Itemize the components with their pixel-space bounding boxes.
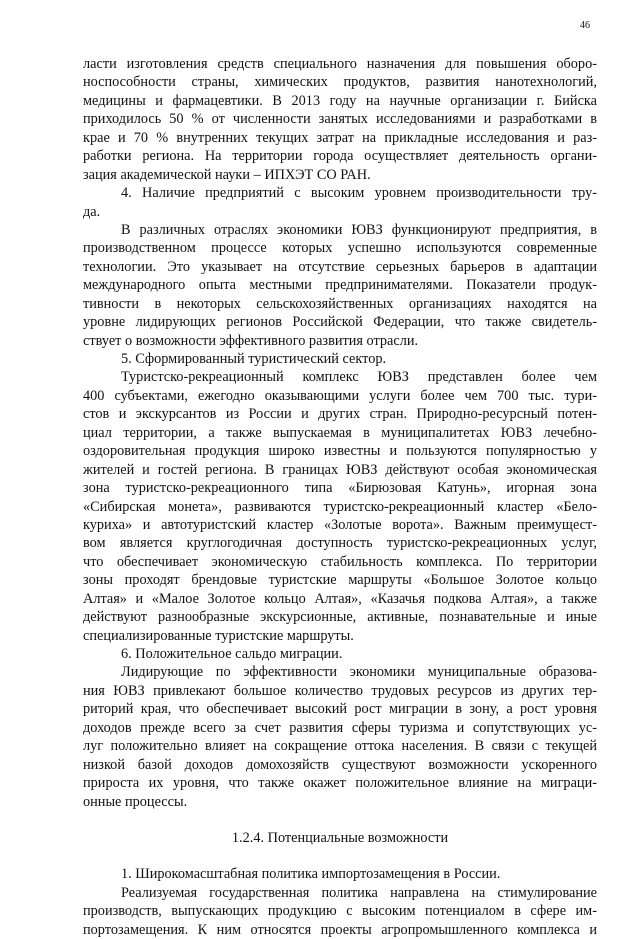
text-line: луг положительно влияет на сокращение оттока населения. В связи с текущей [83, 738, 597, 755]
text-line: зона туристско-рекреационного типа «Бирюзовая Катунь», игорная зона [83, 480, 597, 497]
text-line: зация академической науки – ИПХЭТ СО РАН. [83, 166, 371, 183]
text-line: 400 субъектами, ежегодно оказывающими услуги более чем 700 тыс. тури- [83, 387, 597, 404]
text-line: онные процессы. [83, 793, 188, 810]
text-line: 5. Сформированный туристический сектор. [121, 351, 387, 367]
text-line: ствует о возможности эффективного развития отрасли. [83, 332, 419, 349]
text-line: носпособности страны, химических продуктов, развития нанотехнологий, [83, 74, 597, 91]
text-line: прироста их уровня, что также окажет положительное влияние на миграци- [83, 775, 597, 792]
text-line: Реализуемая государственная политика направлена на стимулирование [121, 884, 597, 901]
text-line: куриха» и автотуристский кластер «Золотые ворота». Важным преимущест- [83, 516, 597, 533]
text-line: ласти изготовления средств специального назначения для повышения оборо- [83, 56, 597, 72]
text-line: да. [83, 203, 101, 220]
text-line: вом является круглогодичная доступность туристско-рекреационных услуг, [83, 535, 597, 552]
text-line: «Сибирская монета», развиваются туристско-рекреационный кластер «Бело- [83, 498, 597, 515]
text-line: стов и экскурсантов из России и других стран. Природно-ресурсный потен- [83, 406, 597, 423]
text-line: ния ЮВЗ привлекают большое количество трудовых ресурсов из других тер- [83, 682, 597, 699]
text-line: Лидирующие по эффективности экономики муниципальные образова- [121, 664, 597, 681]
text-line: риторий края, что обеспечивает высокий рост миграции в зону, а рост уровня [83, 701, 597, 718]
text-line: международного опыта местными предпринимателями. Показатели продук- [83, 277, 597, 294]
text-line: специализированные туристские маршруты. [83, 627, 354, 644]
text-line: зоны проходят брендовые туристские маршруты «Большое Золотое кольцо [83, 572, 597, 589]
text-line: действуют разнообразные экскурсионные, активные, познавательные и иные [83, 609, 597, 626]
text-line: циал территории, а также выпускаемая в муниципалитетах ЮВЗ лечебно- [83, 424, 597, 441]
text-line: Алтая» и «Малое Золотое кольцо Алтая», «Казачья подкова Алтая», а также [83, 590, 597, 607]
text-line: В различных отраслях экономики ЮВЗ функционируют предприятия, в [121, 221, 597, 238]
page-number: 46 [580, 20, 590, 31]
spacer [83, 811, 597, 829]
section-heading: 1.2.4. Потенциальные возможности [231, 829, 449, 846]
text-line: 6. Положительное сальдо миграции. [121, 646, 343, 662]
text-line: 1. Широкомасштабная политика импортозамещения в России. [121, 866, 501, 883]
text-line: уровне лидирующих регионов Российской Федерации, что также свидетель- [83, 314, 597, 331]
text-line: Туристско-рекреационный комплекс ЮВЗ представлен более чем [121, 369, 597, 386]
text-line: производств, выпускающих продукцию с высоким потенциалом в сфере им- [83, 903, 597, 920]
text-line: доходов прежде всего за счет развития сферы туризма и сопутствующих ус- [83, 719, 597, 736]
document-body [83, 55, 597, 939]
text-line: 4. Наличие предприятий с высоким уровнем производительности тру- [121, 185, 597, 202]
text-line: крае и 70 % внутренних текущих затрат на прикладные исследования и раз- [83, 129, 597, 146]
text-line: что обеспечивает экономическую стабильность комплекса. По территории [83, 553, 597, 570]
text-line: медицины и фармацевтики. В 2013 году на научные организации г. Бийска [83, 92, 597, 109]
spacer [83, 847, 597, 865]
text-line: тивности в некоторых сельскохозяйственных организациях находятся на [83, 295, 597, 312]
text-line: портозамещения. К ним относятся проекты агропромышленного комплекса и [83, 921, 597, 938]
text-line: работки региона. На территории города осуществляет деятельность органи- [83, 148, 597, 165]
text-line: низкой базой доходов домохозяйств существуют возможности ускоренного [83, 756, 597, 773]
text-line: приходилось 50 % от численности занятых исследованиями и разработками в [83, 111, 597, 128]
text-line: жителей и гостей региона. В границах ЮВЗ действуют особая экономическая [83, 461, 597, 478]
text-line: производственном процессе которых успешно используются современные [83, 240, 597, 257]
text-line: оздоровительная продукция широко известны и пользуются популярностью у [83, 443, 597, 460]
text-line: технологии. Это указывает на отсутствие серьезных барьеров в адаптации [83, 258, 597, 275]
